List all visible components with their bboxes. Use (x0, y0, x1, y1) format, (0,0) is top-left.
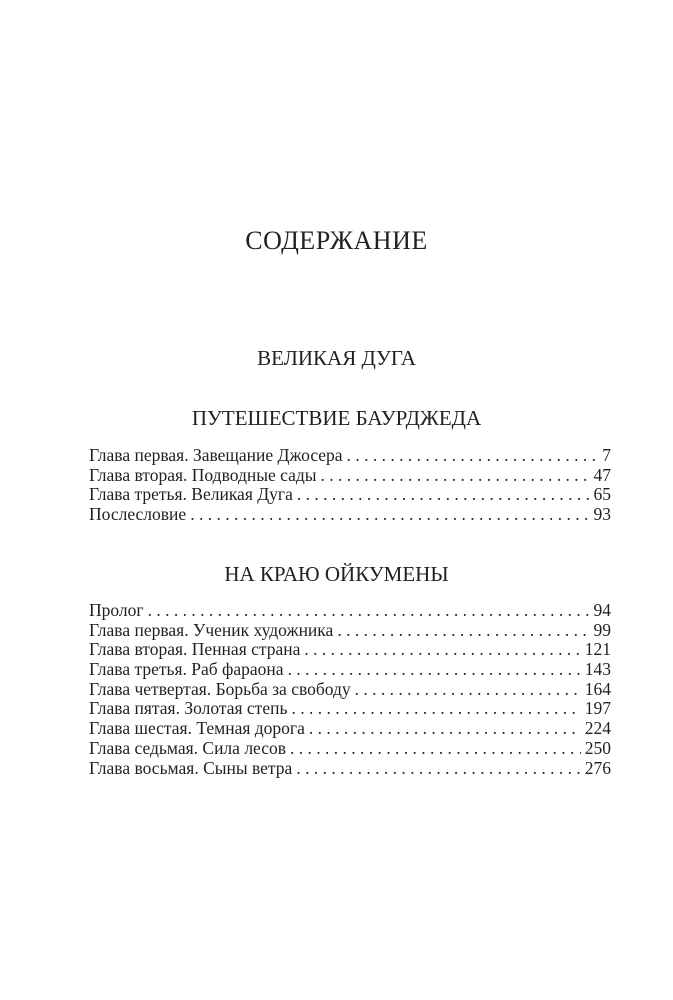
toc-entry[interactable] (89, 466, 611, 486)
toc-entry[interactable] (89, 660, 611, 680)
toc-entry[interactable] (89, 621, 611, 641)
toc-entry-page: 143 (584, 659, 611, 680)
toc-list (89, 446, 611, 525)
toc-entry-label: Послесловие (89, 504, 187, 525)
toc-entry-label: Пролог (89, 600, 144, 620)
toc-entry-page: 93 (593, 504, 611, 525)
toc-entry-page: 276 (584, 757, 611, 778)
dot-leader (288, 660, 581, 680)
toc-entry-label: Глава вторая. Подводные сады (89, 464, 317, 485)
dot-leader (190, 505, 589, 525)
toc-entry-label: Глава пятая. Золотая степь (89, 698, 288, 719)
dot-leader (296, 759, 580, 779)
toc-entry[interactable] (89, 446, 611, 466)
toc-entry[interactable] (89, 485, 611, 505)
toc-entry-page: 250 (584, 737, 611, 758)
dot-leader (347, 446, 599, 466)
toc-entry-page: 164 (584, 678, 611, 699)
toc-entry-label: Глава седьмая. Сила лесов (89, 737, 287, 758)
toc-entry[interactable] (89, 739, 611, 759)
toc-entry-label: Глава восьмая. Сыны ветра (89, 757, 293, 778)
toc-entry[interactable] (89, 505, 611, 525)
toc-entry-label: Глава вторая. Пенная страна (89, 639, 301, 660)
dot-leader (355, 680, 581, 700)
dot-leader (291, 699, 580, 719)
toc-entry-label: Глава четвертая. Борьба за свободу (89, 678, 351, 699)
dot-leader (337, 621, 589, 641)
toc-entry-page: 224 (584, 718, 611, 739)
toc-entry-label: Глава первая. Завещание Джосера (89, 445, 343, 465)
toc-entry[interactable] (89, 719, 611, 739)
toc-entry-page: 121 (584, 639, 611, 660)
toc-entry-label: Глава третья. Раб фараона (89, 659, 284, 680)
toc-entry-label: Глава шестая. Темная дорога (89, 718, 305, 739)
toc-entry-page: 47 (593, 464, 611, 485)
toc-entry-page: 197 (584, 698, 611, 719)
part-title: ПУТЕШЕСТВИЕ БАУРДЖЕДА (191, 406, 482, 430)
dot-leader (304, 640, 580, 660)
toc-entry-label: Глава третья. Великая Дуга (89, 484, 293, 505)
toc-entry-page: 7 (602, 445, 611, 465)
book-title: ВЕЛИКАЯ ДУГА (257, 346, 416, 370)
toc-entry[interactable] (89, 601, 611, 621)
dot-leader (290, 739, 581, 759)
toc-entry-page: 94 (593, 600, 611, 620)
dot-leader (297, 485, 590, 505)
dot-leader (321, 466, 590, 486)
dot-leader (148, 601, 590, 621)
toc-entry[interactable] (89, 680, 611, 700)
toc-entry[interactable] (89, 640, 611, 660)
toc-entry[interactable] (89, 699, 611, 719)
part-title: НА КРАЮ ОЙКУМЕНЫ (224, 562, 449, 586)
toc-list (89, 601, 611, 778)
toc-entry-label: Глава первая. Ученик художника (89, 619, 334, 640)
toc-entry-page: 65 (593, 484, 611, 505)
toc-entry[interactable] (89, 759, 611, 779)
dot-leader (309, 719, 581, 739)
page-title: СОДЕРЖАНИЕ (245, 226, 428, 255)
toc-entry-page: 99 (593, 619, 611, 640)
